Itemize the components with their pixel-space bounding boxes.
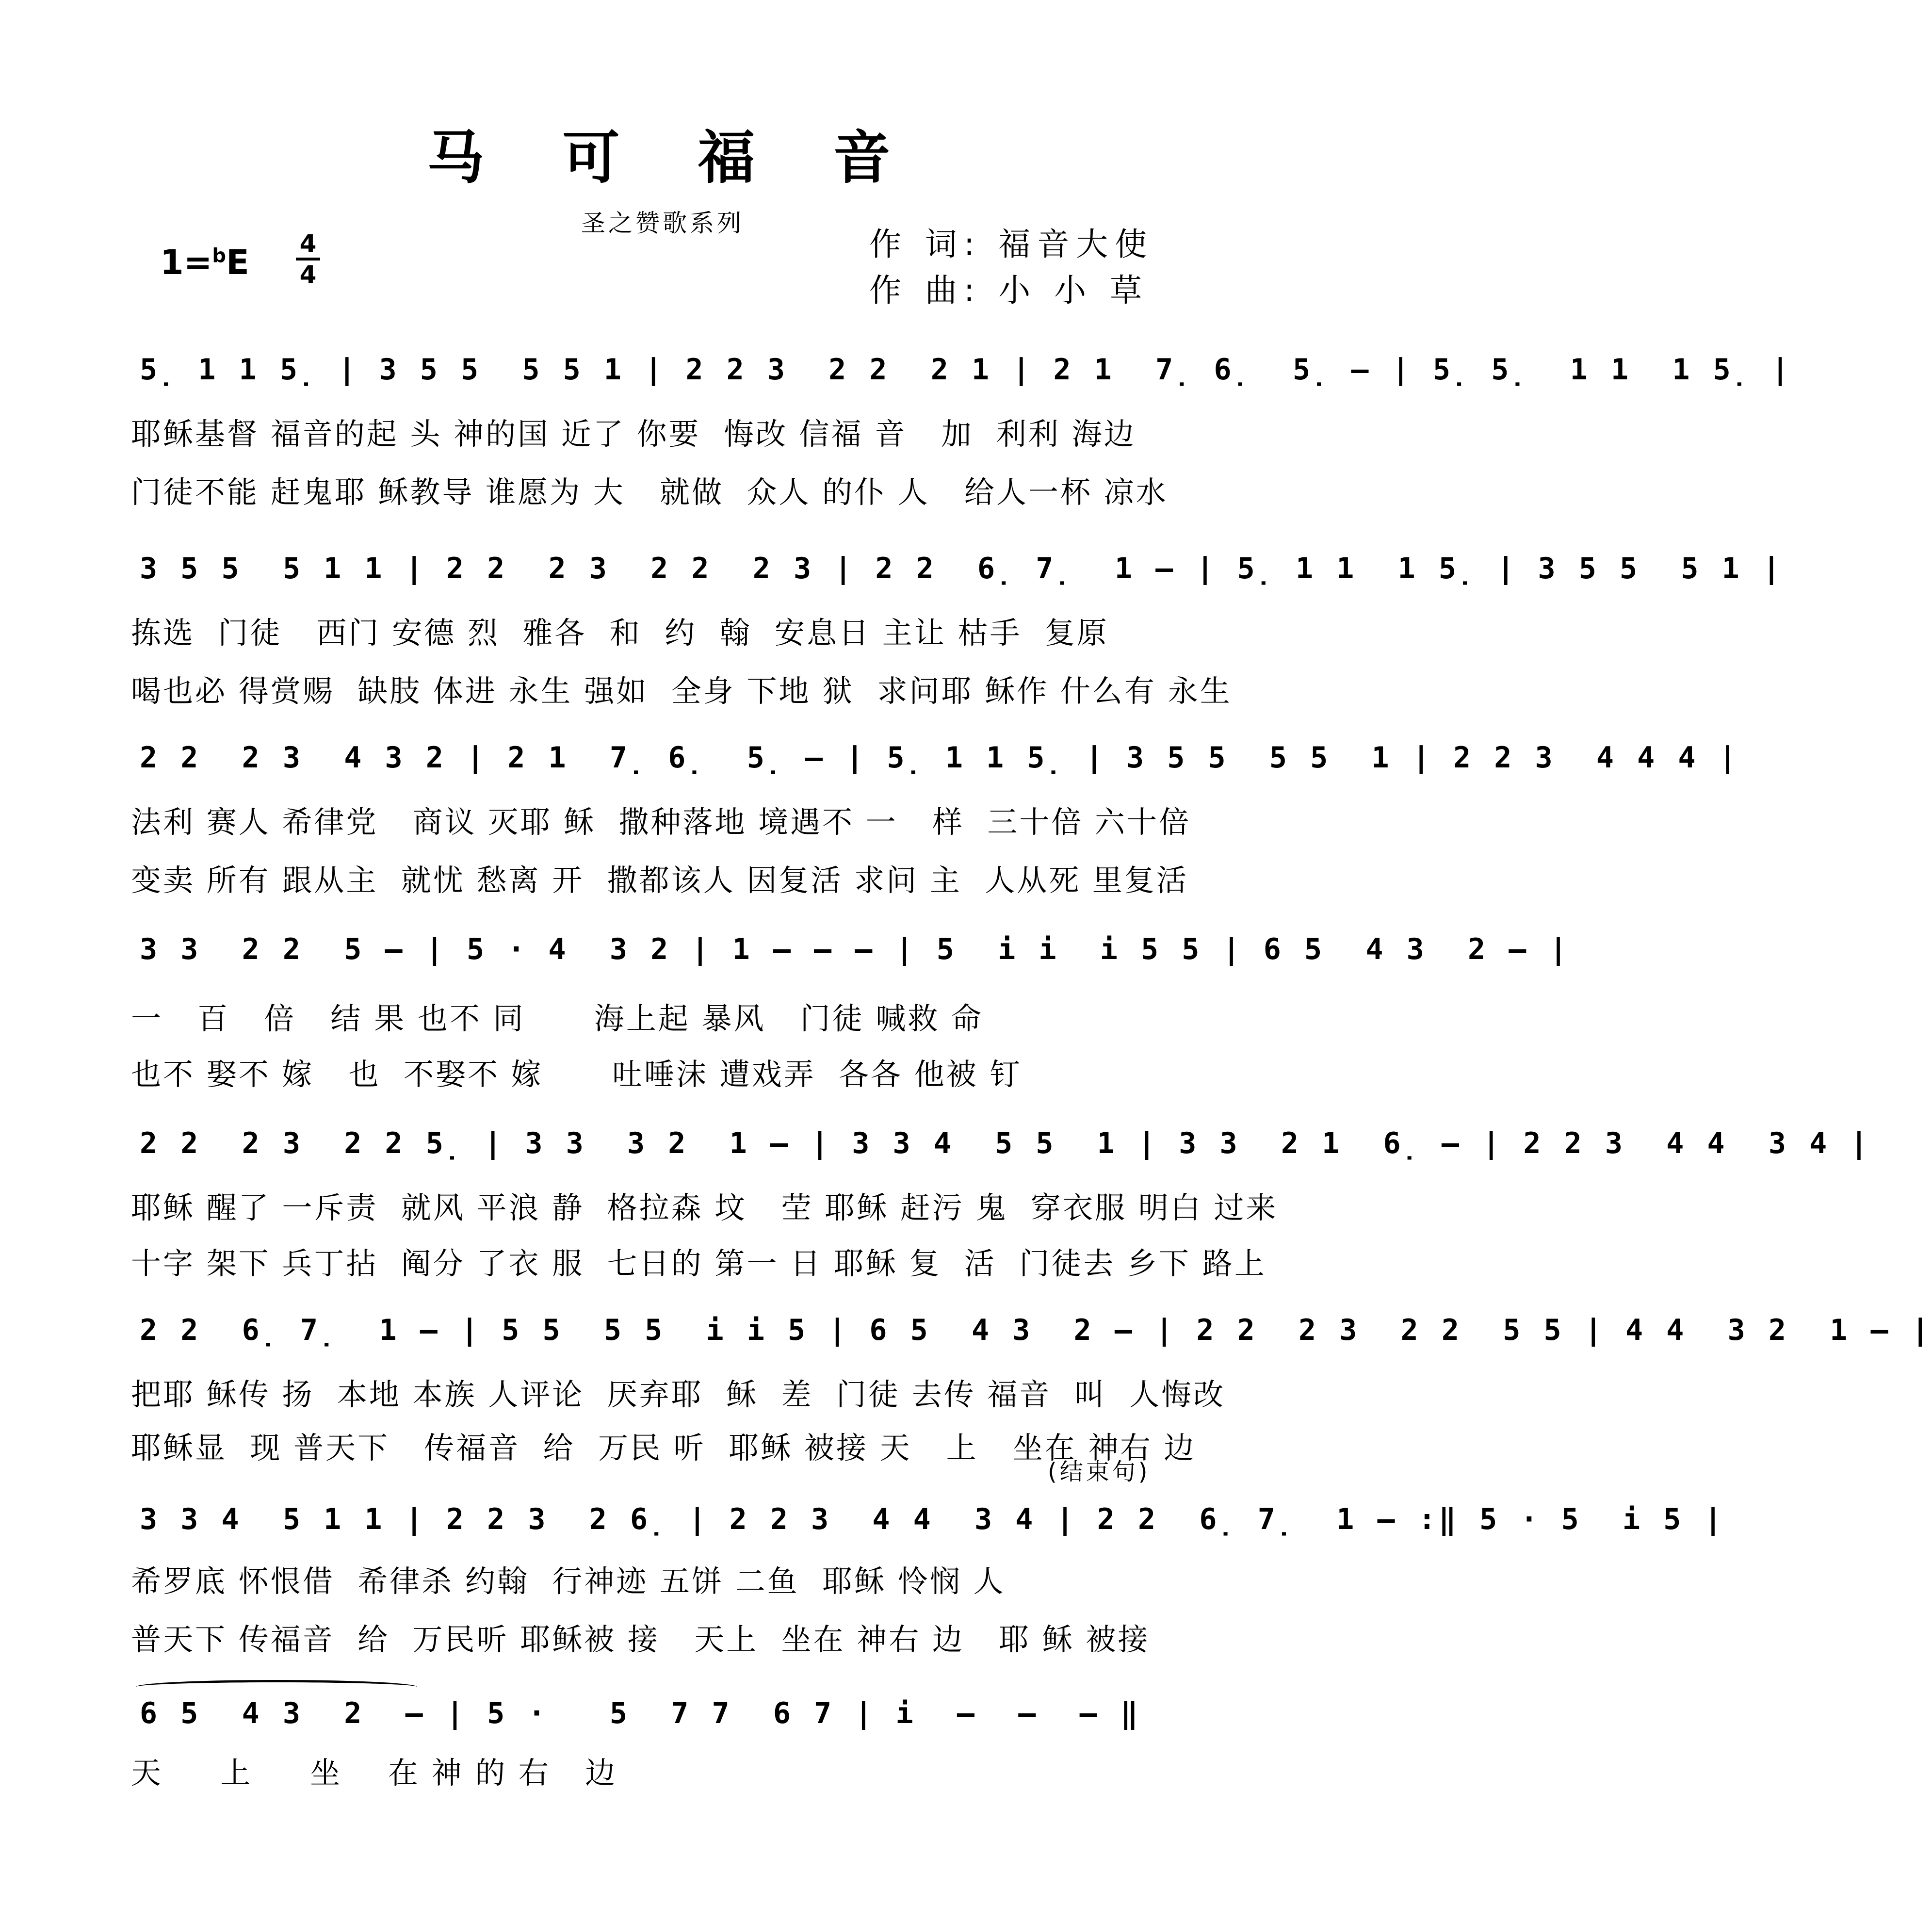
time-signature (296, 230, 320, 288)
lyric-verse-1: 把耶 稣传 扬 本地 本族 人评论 厌弃耶 稣 差 门徒 去传 福音 叫 人悔改 (131, 1377, 1226, 1412)
lyric-verse-1: 一 百 倍 结 果 也不 同 海上起 暴风 门徒 喊救 命 (131, 1001, 983, 1036)
series-subtitle: 圣之赞歌系列 (581, 209, 744, 237)
lyric-verse-1: 希罗底 怀恨借 希律杀 约翰 行神迹 五饼 二鱼 耶稣 怜悯 人 (131, 1563, 1006, 1599)
key-flat: b (212, 244, 226, 267)
time-top: 4 (299, 229, 317, 258)
lyric-verse-1: 耶稣基督 福音的起 头 神的国 近了 你要 悔改 信福 音 加 利利 海边 (131, 416, 1136, 452)
lyric-verse-2: 也不 娶不 嫁 也 不娶不 嫁 吐唾沫 遭戏弄 各各 他被 钉 (131, 1057, 1022, 1092)
time-bottom: 4 (299, 261, 317, 289)
lyric-verse-1: 天 上 坐 在 神 的 右 边 (131, 1755, 617, 1791)
lyric-verse-1: 法利 赛人 希律党 商议 灭耶 稣 撒种落地 境遇不 一 样 三十倍 六十倍 (131, 804, 1191, 840)
notation-line: 5̣ 1 1 5̣ | 3 5 5 5 5 1 | 2 2 3 2 2 2 1 | 2 1 7̣ 6̣ 5̣ – | 5̣ 5̣ 1 1 1 5̣ | (140, 353, 1792, 387)
ending-phrase-label: (结束句) (1048, 1458, 1151, 1485)
key-signature (160, 243, 249, 282)
notation-line: 2 2 6̣ 7̣ 1 – | 5 5 5 5 i i 5 | 6 5 4 3 2 – | 2 2 2 3 2 2 5 5 | 4 4 3 2 1 – | (140, 1313, 1932, 1347)
page-title: 马 可 福 音 (427, 124, 920, 191)
notation-line: 3 3 2 2 5 – | 5 · 4 3 2 | 1 – – – | 5 i i i 5 5 | 6 5 4 3 2 – | (140, 932, 1570, 966)
music-system-8 (131, 1691, 1227, 1791)
composer-credit: 作 曲: 小 小 草 (869, 272, 1149, 309)
lyric-verse-1: 拣选 门徒 西门 安德 烈 雅各 和 约 翰 安息日 主让 枯手 复原 (131, 615, 1109, 651)
music-system-2 (131, 546, 1783, 709)
music-system-1 (131, 347, 1792, 510)
music-system-6 (131, 1307, 1932, 1465)
notation-line: 2 2 2 3 4 3 2 | 2 1 7̣ 6̣ 5̣ – | 5̣ 1 1 5̣ | 3 5 5 5 5 1 | 2 2 3 4 4 4 | (140, 741, 1739, 775)
music-system-7 (131, 1497, 1725, 1657)
lyric-verse-2: 十字 架下 兵丁拈 阄分 了衣 服 七日的 第一 日 耶稣 复 活 门徒去 乡下 路上 (131, 1246, 1266, 1281)
key-note: E (226, 243, 249, 282)
music-system-4 (131, 927, 1570, 1092)
music-system-5 (131, 1121, 1871, 1281)
notation-line: 6 5 4 3 2 – | 5 · 5 7 7 6 7 | i – – – ‖ (140, 1696, 1141, 1730)
lyric-verse-2: 门徒不能 赶鬼耶 稣教导 谁愿为 大 就做 众人 的仆 人 给人一杯 凉水 (131, 474, 1168, 510)
music-system-3 (131, 735, 1739, 898)
lyric-verse-2: 耶稣显 现 普天下 传福音 给 万民 听 耶稣 被接 天 上 坐在 神右 边 (131, 1430, 1196, 1465)
lyricist-credit: 作 词: 福音大使 (869, 226, 1154, 263)
notation-line: 3 3 4 5 1 1 | 2 2 3 2 6̣ | 2 2 3 4 4 3 4 | 2 2 6̣ 7̣ 1 – :‖ 5 · 5 i 5 | (140, 1502, 1725, 1536)
lyric-verse-2: 喝也必 得赏赐 缺肢 体进 永生 强如 全身 下地 狱 求问耶 稣作 什么有 永生 (131, 673, 1232, 709)
lyric-verse-1: 耶稣 醒了 一斥责 就风 平浪 静 格拉森 坟 茔 耶稣 赶污 鬼 穿衣服 明白 过来 (131, 1190, 1278, 1225)
key-prefix: 1= (160, 243, 212, 282)
notation-line: 3 5 5 5 1 1 | 2 2 2 3 2 2 2 3 | 2 2 6̣ 7̣ 1 – | 5̣ 1 1 1 5̣ | 3 5 5 5 1 | (140, 552, 1783, 586)
lyric-verse-2: 变卖 所有 跟从主 就忧 愁离 开 撒都该人 因复活 求问 主 人从死 里复活 (131, 863, 1188, 898)
lyric-verse-2: 普天下 传福音 给 万民听 耶稣被 接 天上 坐在 神右 边 耶 稣 被接 (131, 1622, 1150, 1657)
notation-line: 2 2 2 3 2 2 5̣ | 3 3 3 2 1 – | 3 3 4 5 5 1 | 3 3 2 1 6̣ – | 2 2 3 4 4 3 4 | (140, 1126, 1871, 1160)
